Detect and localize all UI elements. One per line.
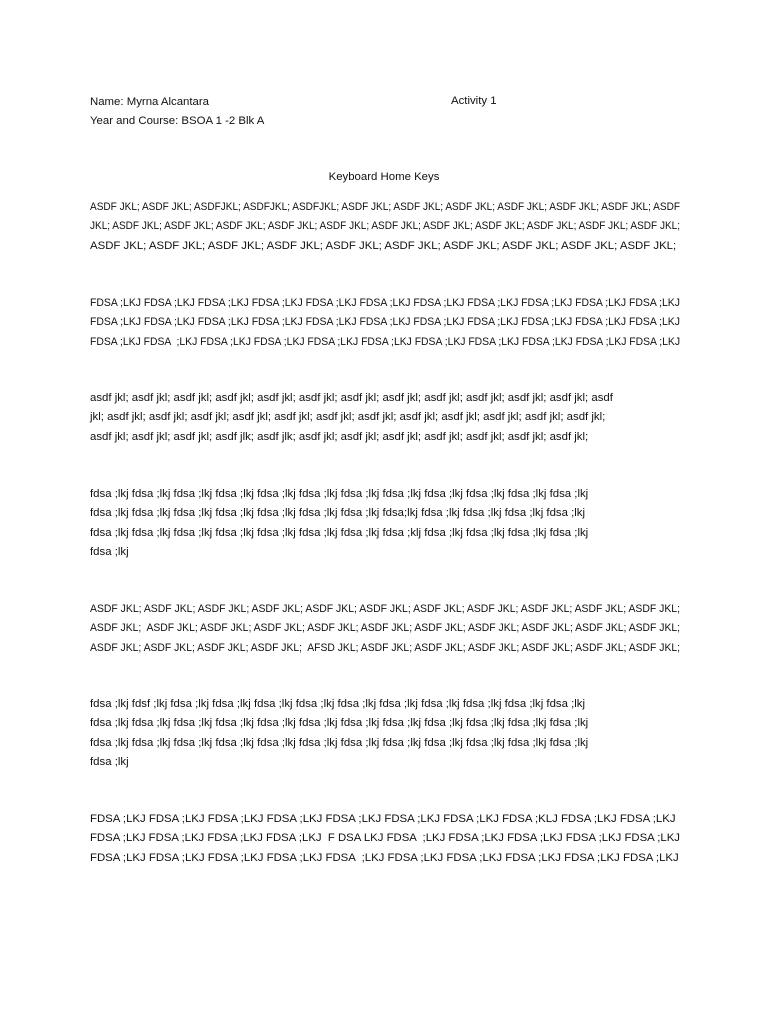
paragraph-line: fdsa ;lkj	[90, 755, 129, 768]
paragraph-line: FDSA ;LKJ FDSA ;LKJ FDSA ;LKJ FDSA ;LKJ FDSA ;LKJ FDSA ;LKJ FDSA ;LKJ FDSA ;LKJ FDSA ;LKJ FDSA ;LKJ FDSA ;LKJ	[90, 297, 680, 309]
paragraph	[90, 294, 680, 352]
paragraph-line: fdsa ;lkj fdsf ;lkj fdsa ;lkj fdsa ;lkj fdsa ;lkj fdsa ;lkj fdsa ;lkj fdsa ;lkj fdsa ;lkj fdsa ;lkj fdsa ;lkj fdsa ;lkj	[90, 698, 586, 710]
paragraph-line: fdsa ;lkj fdsa ;lkj fdsa ;lkj fdsa ;lkj fdsa ;lkj fdsa ;lkj fdsa ;lkj fdsa ;lkj fdsa ;lkj fdsa ;lkj fdsa ;lkj fdsa ;lkj	[90, 736, 589, 749]
document-title: Keyboard Home Keys	[328, 171, 440, 183]
paragraph-line: JKL; ASDF JKL; ASDF JKL; ASDF JKL; ASDF JKL; ASDF JKL; ASDF JKL; ASDF JKL; ASDF JKL; ASDF JKL; ASDF JKL; ASDF JKL;	[90, 220, 681, 233]
paragraph-line: fdsa ;lkj	[90, 545, 129, 558]
paragraph-line: ASDF JKL; ASDF JKL; ASDFJKL; ASDFJKL; ASDFJKL; ASDF JKL; ASDF JKL; ASDF JKL; ASDF JKL; ASDF JKL; ASDF JKL; ASDF	[90, 201, 681, 213]
paragraph	[90, 810, 680, 868]
activity-label: Activity 1	[451, 95, 497, 107]
paragraph-line: ASDF JKL; ASDF JKL; ASDF JKL; ASDF JKL; ASDF JKL; ASDF JKL; ASDF JKL; ASDF JKL; ASDF JKL; ASDF JKL;	[90, 239, 677, 252]
paragraph-line: asdf jkl; asdf jkl; asdf jkl; asdf jkl; asdf jkl; asdf jkl; asdf jkl; asdf jkl; asdf jkl; asdf jkl; asdf jkl; asdf jkl; asdf	[90, 392, 613, 404]
paragraph-line: FDSA ;LKJ FDSA ;LKJ FDSA ;LKJ FDSA ;LKJ FDSA ;LKJ FDSA ;LKJ FDSA ;LKJ FDSA ;LKJ FDSA ;LKJ FDSA ;LKJ FDSA ;LKJ	[90, 316, 680, 329]
paragraph-line: ASDF JKL; ASDF JKL; ASDF JKL; ASDF JKL; AFSD JKL; ASDF JKL; ASDF JKL; ASDF JKL; ASDF JKL; ASDF JKL; ASDF JKL;	[90, 641, 681, 654]
year-and-course: Year and Course: BSOA 1 -2 Blk A	[90, 115, 265, 127]
paragraph	[90, 198, 680, 256]
paragraph	[90, 695, 680, 772]
paragraph-line: fdsa ;lkj fdsa ;lkj fdsa ;lkj fdsa ;lkj fdsa ;lkj fdsa ;lkj fdsa ;lkj fdsa ;klj fdsa ;lkj fdsa ;lkj fdsa ;lkj fdsa ;lkj	[90, 526, 589, 539]
paragraph-line: FDSA ;LKJ FDSA ;LKJ FDSA ;LKJ FDSA ;LKJ FDSA ;LKJ FDSA ;LKJ FDSA ;LKJ FDSA ;LKJ FDSA ;LKJ FDSA ;LKJ FDSA ;LKJ	[90, 335, 681, 348]
paragraph-line: asdf jkl; asdf jkl; asdf jkl; asdf jlk; asdf jlk; asdf jkl; asdf jkl; asdf jkl; asdf jkl; asdf jkl; asdf jkl; asdf jkl;	[90, 430, 589, 443]
paragraph-line: ASDF JKL; ASDF JKL; ASDF JKL; ASDF JKL; ASDF JKL; ASDF JKL; ASDF JKL; ASDF JKL; ASDF JKL; ASDF JKL; ASDF JKL;	[90, 603, 680, 615]
paragraph	[90, 389, 680, 447]
paragraph-line: ASDF JKL; ASDF JKL; ASDF JKL; ASDF JKL; ASDF JKL; ASDF JKL; ASDF JKL; ASDF JKL; ASDF JKL; ASDF JKL; ASDF JKL;	[90, 622, 681, 635]
student-name: Name: Myrna Alcantara	[90, 96, 210, 108]
paragraph-line: jkl; asdf jkl; asdf jkl; asdf jkl; asdf jkl; asdf jkl; asdf jkl; asdf jkl; asdf jkl; asdf jkl; asdf jkl; asdf jkl; asdf jkl;	[90, 411, 606, 424]
paragraph	[90, 485, 680, 562]
paragraph-line: FDSA ;LKJ FDSA ;LKJ FDSA ;LKJ FDSA ;LKJ FDSA ;LKJ FDSA ;LKJ FDSA ;LKJ FDSA ;LKJ FDSA ;LKJ FDSA ;LKJ	[90, 851, 679, 864]
paragraph-line: fdsa ;lkj fdsa ;lkj fdsa ;lkj fdsa ;lkj fdsa ;lkj fdsa ;lkj fdsa ;lkj fdsa ;lkj fdsa ;lkj fdsa ;lkj fdsa ;lkj fdsa ;lkj	[90, 717, 589, 730]
paragraph-line: FDSA ;LKJ FDSA ;LKJ FDSA ;LKJ FDSA ;LKJ F DSA LKJ FDSA ;LKJ FDSA ;LKJ FDSA ;LKJ FDSA ;LKJ FDSA ;LKJ	[90, 832, 680, 845]
paragraph-line: fdsa ;lkj fdsa ;lkj fdsa ;lkj fdsa ;lkj fdsa ;lkj fdsa ;lkj fdsa ;lkj fdsa;lkj fdsa ;lkj fdsa ;lkj fdsa ;lkj fdsa ;lkj	[90, 507, 586, 520]
paragraph	[90, 600, 680, 658]
paragraph-line: fdsa ;lkj fdsa ;lkj fdsa ;lkj fdsa ;lkj fdsa ;lkj fdsa ;lkj fdsa ;lkj fdsa ;lkj fdsa ;lkj fdsa ;lkj fdsa ;lkj fdsa ;lkj	[90, 488, 589, 500]
paragraph-line: FDSA ;LKJ FDSA ;LKJ FDSA ;LKJ FDSA ;LKJ FDSA ;LKJ FDSA ;LKJ FDSA ;LKJ FDSA ;KLJ FDSA ;LKJ FDSA ;LKJ	[90, 813, 676, 825]
